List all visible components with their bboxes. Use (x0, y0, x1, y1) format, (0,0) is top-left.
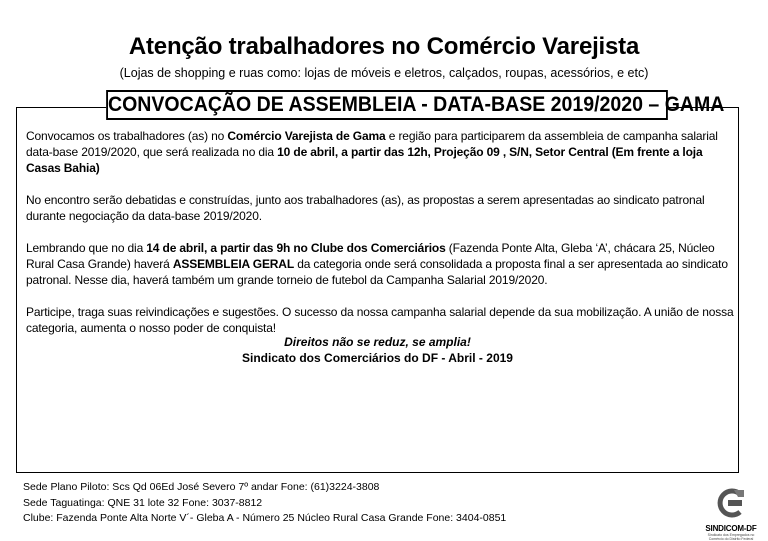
text: e região para participarem da assembleia de campanha salarial data-base 2019/2020, que será realizada no dia (26, 129, 718, 159)
text: da categoria onde será consolidada a proposta final a ser apresentada ao sindicato patronal. Nesse dia, haverá também um grande torneio de futebol da Campanha Salarial 2019/2020. (26, 257, 728, 287)
convocation-banner: CONVOCAÇÃO DE ASSEMBLEIA - DATA-BASE 2019/2020 – GAMA (106, 90, 668, 120)
paragraph-debate: No encontro serão debatidas e construídas, junto aos trabalhadores (as), as propostas a serem apresentadas ao sindicato patronal durante negociação da data-base 2019/2020. (26, 193, 705, 223)
address-plano-piloto: Sede Plano Piloto: Scs Qd 06Ed José Severo 7º andar Fone: (61)3224-3808 (23, 481, 380, 493)
paragraph-general-assembly (26, 240, 734, 288)
sindicom-emblem-icon (714, 488, 748, 518)
paragraph-participate: Participe, traga suas reivindicações e sugestões. O sucesso da nossa campanha salarial depende da sua mobilização. A união de nossa categoria, aumenta o nosso poder de conquista! (26, 305, 734, 335)
closing-block (16, 334, 739, 366)
slogan: Direitos não se reduz, se amplia! (284, 335, 471, 349)
address-taguatinga: Sede Taguatinga: QNE 31 lote 32 Fone: 3037-8812 (23, 496, 263, 509)
sindicom-logo (700, 488, 762, 541)
text: (Fazenda Ponte Alta, Gleba ‘A’, chácara 25, Núcleo Rural Casa Grande) haverá (26, 241, 715, 271)
text: Convocamos os trabalhadores (as) no (26, 129, 228, 143)
page-title: Atenção trabalhadores no Comércio Varejista (128, 33, 640, 60)
logo-tagline: Sindicato dos Empregados no Comércio do Distrito Federal (707, 533, 755, 541)
footer-addresses (23, 480, 583, 527)
signature: Sindicato dos Comerciários do DF - Abril - 2019 (242, 351, 513, 365)
highlight: 14 de abril, a partir das 9h no Clube dos Comerciários (146, 241, 446, 255)
address-clube: Clube: Fazenda Ponte Alta Norte V´- Gleba A - Número 25 Núcleo Rural Casa Grande Fone: 3404-0851 (23, 512, 507, 524)
page-subtitle: (Lojas de shopping e ruas como: lojas de móveis e eletros, calçados, roupas, acessórios, e etc) (119, 66, 649, 80)
highlight: 10 de abril, a partir das 12h, Projeção 09 , S/N, Setor Central (Em frente a loja Casas Bahia) (26, 145, 703, 175)
notice-body (26, 128, 734, 352)
logo-name: SINDICOM-DF (705, 524, 757, 533)
highlight: Comércio Varejista de Gama (227, 129, 386, 143)
paragraph-invitation (26, 128, 734, 176)
text: Lembrando que no dia (26, 241, 147, 255)
highlight: ASSEMBLEIA GERAL (172, 257, 295, 271)
